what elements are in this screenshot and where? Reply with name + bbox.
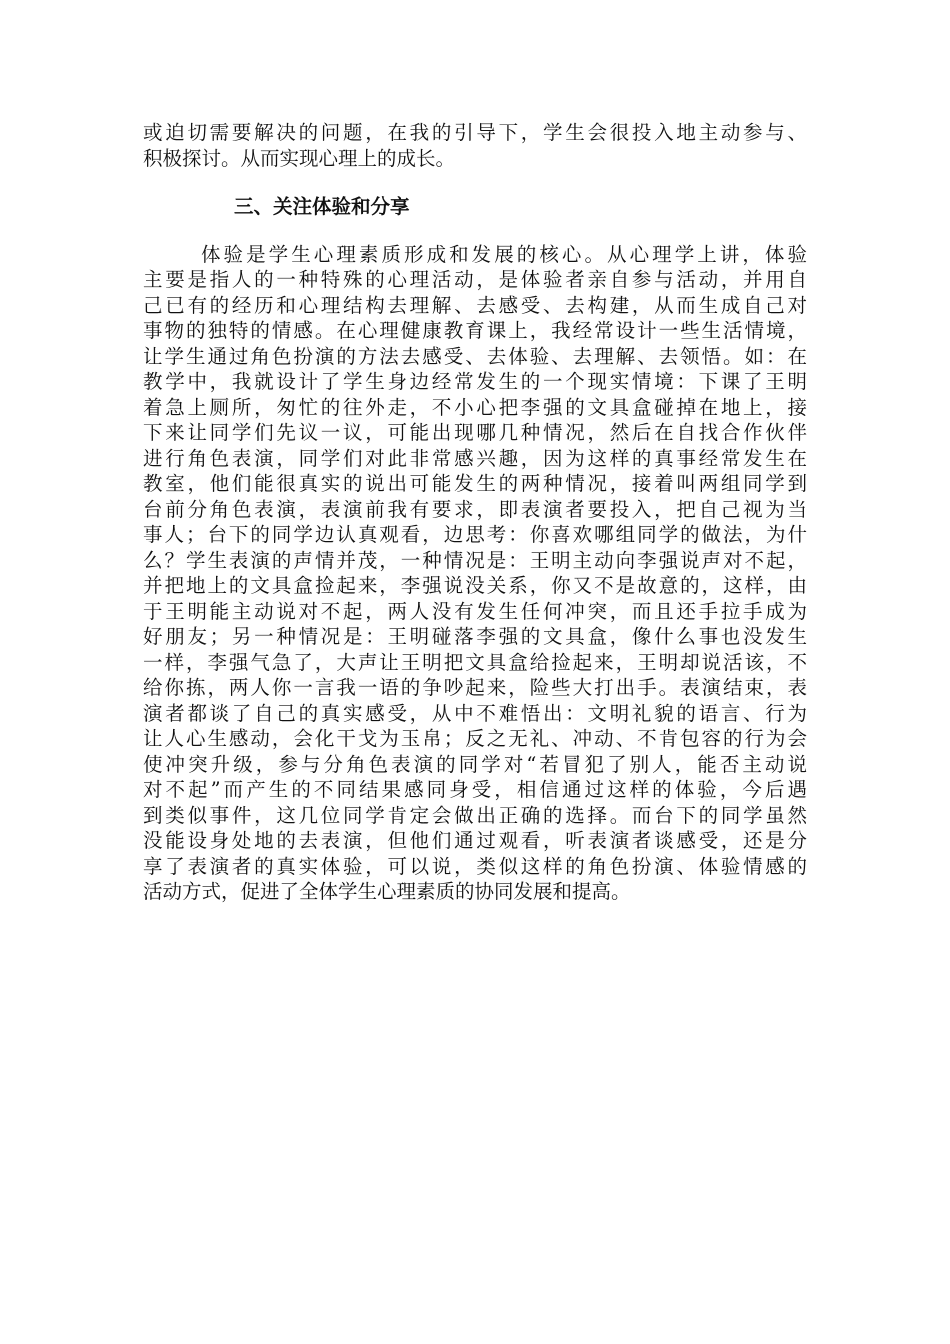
text-line: 主要是指人的一种特殊的心理活动，是体验者亲自参与活动，并用自 xyxy=(143,268,807,291)
text-line: 活动方式，促进了全体学生心理素质的协同发展和提高。 xyxy=(143,880,631,903)
text-line: 没能设身处地的去表演，但他们通过观看，听表演者谈感受，还是分 xyxy=(143,829,807,852)
text-line: 享了表演者的真实体验，可以说，类似这样的角色扮演、体验情感的 xyxy=(143,854,807,878)
section-heading: 三、关注体验和分享 xyxy=(234,195,410,218)
text-line: 己已有的经历和心理结构去理解、去感受、去构建，从而生成自己对 xyxy=(143,293,807,317)
text-line: 着急上厕所，匆忙的往外走，不小心把李强的文具盒碰掉在地上，接 xyxy=(143,395,807,419)
text-line: 积极探讨。从而实现心理上的成长。 xyxy=(143,146,456,170)
text-line: 或迫切需要解决的问题，在我的引导下，学生会很投入地主动参与、 xyxy=(143,121,807,144)
text-line: 进行角色表演，同学们对此非常感兴趣，因为这样的真事经常发生在 xyxy=(143,446,807,470)
text-line: 演者都谈了自己的真实感受，从中不难悟出：文明礼貌的语言、行为 xyxy=(143,701,807,725)
text-line: 事人；台下的同学边认真观看，边思考：你喜欢哪组同学的做法，为什 xyxy=(143,523,807,546)
text-line: 么？学生表演的声情并茂，一种情况是：王明主动向李强说声对不起， xyxy=(143,548,807,572)
text-line: 台前分角色表演，表演前我有要求，即表演者要投入，把自己视为当 xyxy=(143,497,807,521)
text-line: 给你拣，两人你一言我一语的争吵起来，险些大打出手。表演结束，表 xyxy=(143,676,807,699)
text-line: 下来让同学们先议一议，可能出现哪几种情况，然后在自找合作伙伴 xyxy=(143,421,807,444)
text-line: 好朋友；另一种情况是：王明碰落李强的文具盒，像什么事也没发生 xyxy=(143,625,807,648)
paragraph-2 xyxy=(143,242,807,905)
text-line: 让学生通过角色扮演的方法去感受、去体验、去理解、去领悟。如：在 xyxy=(143,344,807,368)
text-line: 让人心生感动，会化干戈为玉帛；反之无礼、冲动、不肯包容的行为会 xyxy=(143,727,807,750)
text-line: 对不起”而产生的不同结果感同身受，相信通过这样的体验，今后遇 xyxy=(143,778,807,801)
text-line: 于王明能主动说对不起，两人没有发生任何冲突，而且还手拉手成为 xyxy=(143,599,807,623)
text-line: 一样，李强气急了，大声让王明把文具盒给捡起来，王明却说活该，不 xyxy=(143,650,807,674)
text-line: 体验是学生心理素质形成和发展的核心。从心理学上讲，体验 xyxy=(201,242,807,266)
text-line: 教学中，我就设计了学生身边经常发生的一个现实情境：下课了王明 xyxy=(143,370,807,393)
text-line: 使冲突升级，参与分角色表演的同学对“若冒犯了别人，能否主动说 xyxy=(143,752,807,776)
text-line: 教室，他们能很真实的说出可能发生的两种情况，接着叫两组同学到 xyxy=(143,472,807,495)
text-line: 并把地上的文具盒捡起来，李强说没关系，你又不是故意的，这样，由 xyxy=(143,574,807,597)
text-line: 事物的独特的情感。在心理健康教育课上，我经常设计一些生活情境， xyxy=(143,319,807,342)
paragraph-1 xyxy=(143,120,807,171)
document-body xyxy=(143,120,807,905)
text-line: 到类似事件，这几位同学肯定会做出正确的选择。而台下的同学虽然 xyxy=(143,803,807,827)
